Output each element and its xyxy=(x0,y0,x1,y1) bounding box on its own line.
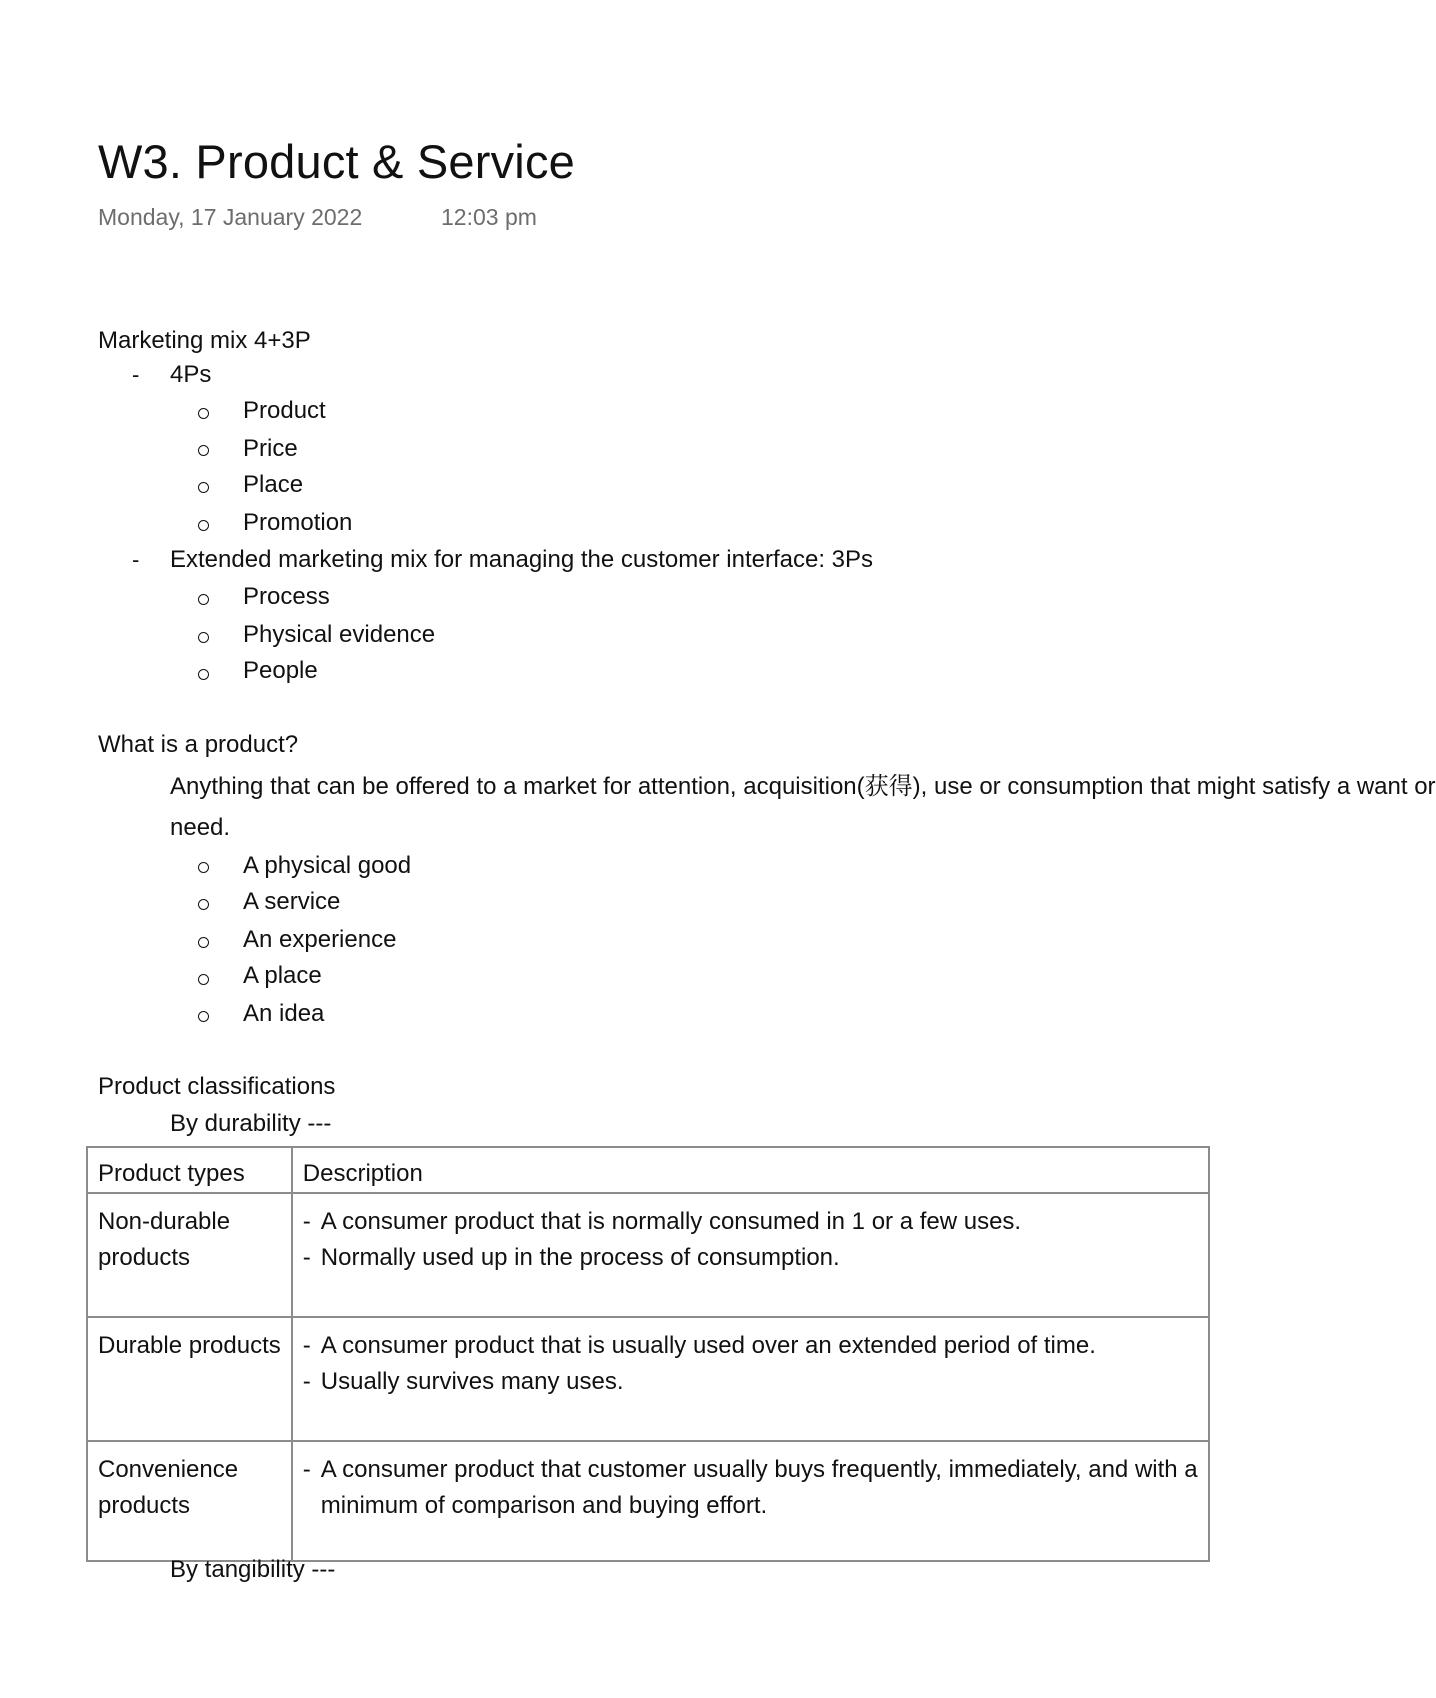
description-cell xyxy=(292,1317,1209,1441)
page-title: W3. Product & Service xyxy=(98,135,575,188)
description-text: minimum of comparison and buying effort. xyxy=(320,1492,768,1519)
circle-bullet-icon xyxy=(198,1011,209,1022)
table-header-cell: Product types xyxy=(87,1147,292,1193)
description-line xyxy=(303,1328,1198,1364)
circle-bullet-icon xyxy=(198,632,209,643)
circle-bullet-icon xyxy=(198,520,209,531)
list-item: People xyxy=(243,657,318,684)
list-item: An idea xyxy=(243,1000,325,1027)
table-header-cell: Description xyxy=(292,1147,1209,1193)
circle-bullet-icon xyxy=(198,408,209,419)
dash-bullet: - xyxy=(132,362,140,387)
table-header-row xyxy=(87,1147,1209,1193)
product-type-text: Non-durable xyxy=(98,1208,231,1235)
group-3ps-label: Extended marketing mix for managing the customer interface: 3Ps xyxy=(170,546,874,573)
product-question-heading: What is a product? xyxy=(98,731,299,758)
product-type-cell xyxy=(87,1317,292,1441)
circle-bullet-icon xyxy=(198,594,209,605)
product-types-table xyxy=(86,1146,1210,1562)
circle-bullet-icon xyxy=(198,974,209,985)
table-row xyxy=(87,1441,1209,1561)
product-type-text: Convenience xyxy=(98,1456,239,1483)
list-item: Physical evidence xyxy=(243,621,436,648)
circle-bullet-icon xyxy=(198,937,209,948)
product-type-text: products xyxy=(98,1244,191,1271)
description-cell xyxy=(292,1441,1209,1561)
circle-bullet-icon xyxy=(198,482,209,493)
description-text: A consumer product that is normally consumed in 1 or a few uses. xyxy=(320,1208,1022,1235)
classifications-subheading: By durability --- xyxy=(170,1110,332,1137)
dash-bullet: - xyxy=(132,547,140,572)
list-item: Process xyxy=(243,583,330,610)
dash-bullet: - xyxy=(302,1208,311,1235)
product-type-text: Durable products xyxy=(98,1332,281,1359)
circle-bullet-icon xyxy=(198,862,209,873)
circle-bullet-icon xyxy=(198,445,209,456)
description-line xyxy=(303,1204,1198,1240)
list-item: A physical good xyxy=(243,852,412,879)
description-line xyxy=(303,1488,1198,1524)
product-type-cell xyxy=(87,1441,292,1561)
dash-bullet: - xyxy=(302,1332,311,1359)
classifications-heading: Product classifications xyxy=(98,1073,336,1100)
table-row xyxy=(87,1317,1209,1441)
description-text: Normally used up in the process of consumption. xyxy=(320,1244,840,1271)
note-date: Monday, 17 January 2022 xyxy=(98,204,363,230)
description-text: A consumer product that is usually used over an extended period of time. xyxy=(320,1332,1096,1359)
marketing-mix-heading: Marketing mix 4+3P xyxy=(98,327,311,354)
list-item: Price xyxy=(243,435,298,462)
dash-bullet: - xyxy=(302,1456,311,1483)
list-item: Product xyxy=(243,397,326,424)
description-line xyxy=(303,1364,1198,1400)
list-item: Place xyxy=(243,471,304,498)
circle-bullet-icon xyxy=(198,899,209,910)
circle-bullet-icon xyxy=(198,669,209,680)
product-type-cell xyxy=(87,1193,292,1317)
cut-off-text: By tangibility --- xyxy=(170,1556,336,1583)
table-row xyxy=(87,1193,1209,1317)
product-type-text: products xyxy=(98,1492,191,1519)
product-definition-line-2: need. xyxy=(170,814,231,841)
list-item: A place xyxy=(243,962,322,989)
description-line xyxy=(303,1452,1198,1488)
description-text: Usually survives many uses. xyxy=(320,1368,624,1395)
group-4ps-label: 4Ps xyxy=(170,361,212,388)
description-text: A consumer product that customer usually buys frequently, immediately, and with a xyxy=(320,1456,1198,1483)
dash-bullet: - xyxy=(302,1368,311,1395)
cut-off-next-line xyxy=(170,1556,336,1583)
description-cell xyxy=(292,1193,1209,1317)
description-line xyxy=(303,1240,1198,1276)
dash-bullet: - xyxy=(302,1244,311,1271)
product-definition-line-1: Anything that can be offered to a market for attention, acquisition(获得), use or consumption that might satisfy a want or xyxy=(170,773,1436,800)
note-time: 12:03 pm xyxy=(441,204,537,230)
list-item: An experience xyxy=(243,926,397,953)
list-item: A service xyxy=(243,888,341,915)
list-item: Promotion xyxy=(243,509,353,536)
